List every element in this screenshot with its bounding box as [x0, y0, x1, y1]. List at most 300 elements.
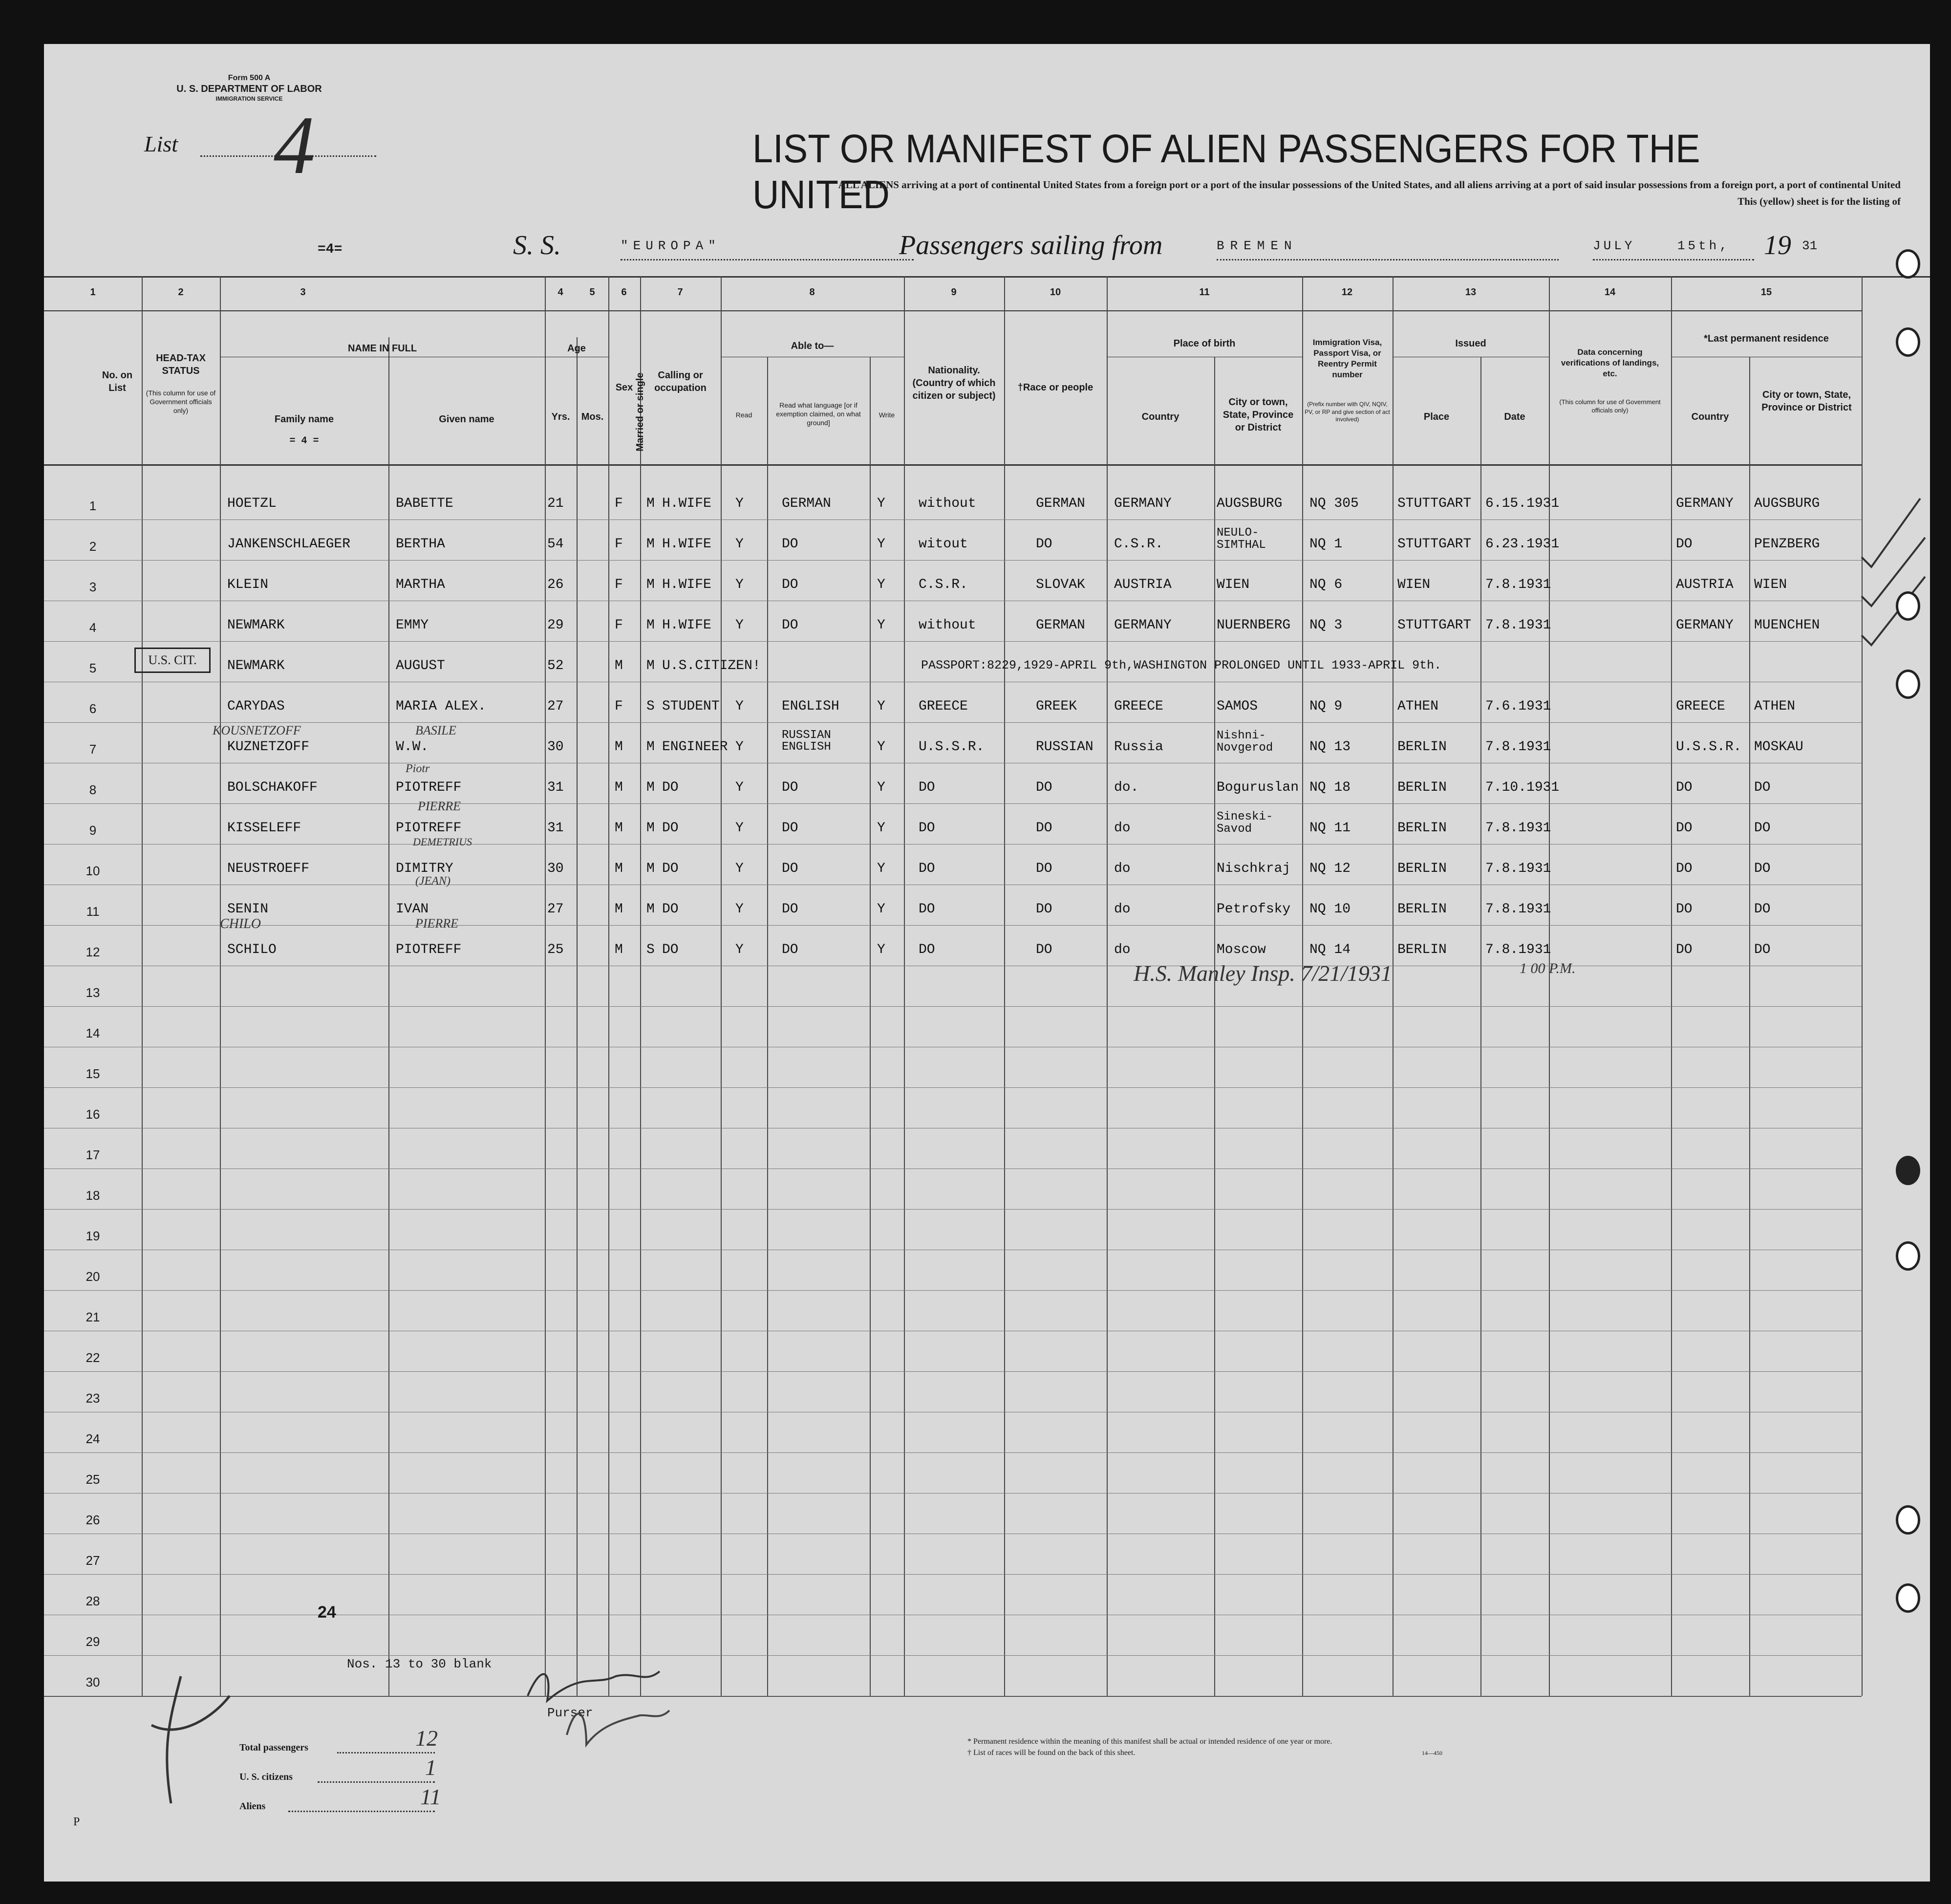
row-occupation: DO: [662, 780, 679, 795]
row-occupation: DO: [662, 861, 679, 876]
row-nationality: without: [919, 496, 976, 511]
row-occupation: DO: [662, 821, 679, 836]
row-number-empty: 14: [86, 1026, 100, 1040]
row-residence-city: ATHEN: [1754, 699, 1796, 714]
row-residence-country: DO: [1676, 902, 1693, 917]
row-nationality: witout: [919, 537, 968, 552]
header-age: Age: [567, 343, 586, 354]
row-birth-country: GREECE: [1114, 699, 1163, 714]
row-number: 2: [89, 539, 97, 554]
margin-scrawl: [142, 1666, 239, 1813]
row-race: GREEK: [1036, 699, 1077, 714]
row-birth-city: NUERNBERG: [1217, 618, 1291, 633]
subtitle-line-2: This (yellow) sheet is for the listing of: [1737, 195, 1901, 207]
row-number-empty: 23: [86, 1391, 100, 1406]
row-number-empty: 24: [86, 1431, 100, 1446]
row-can-read: Y: [735, 537, 744, 552]
row-age-years: 30: [547, 739, 564, 755]
row-race: RUSSIAN: [1036, 739, 1093, 755]
row-family-name: CARYDAS: [227, 699, 285, 714]
row-family-name: NEWMARK: [227, 618, 285, 633]
corner-mark: P: [73, 1816, 80, 1828]
row-issue-place: BERLIN: [1397, 739, 1447, 755]
row-residence-city: WIEN: [1754, 577, 1787, 592]
row-number-empty: 29: [86, 1634, 100, 1649]
row-birth-country: do: [1114, 942, 1131, 957]
col-line: [577, 337, 578, 1696]
footnote-races: † List of races will be found on the back of this sheet.: [967, 1749, 1136, 1757]
row-issue-place: BERLIN: [1397, 780, 1447, 795]
col-line: [904, 276, 905, 1696]
row-sex: F: [615, 618, 623, 633]
year-prefix: 19: [1764, 230, 1791, 260]
row-rule: [44, 803, 1862, 804]
row-sex: M: [615, 902, 623, 917]
row-age-years: 29: [547, 618, 564, 633]
row-birth-city: Petrofsky: [1217, 902, 1291, 917]
header-issued: Issued: [1455, 338, 1486, 349]
row-residence-city: DO: [1754, 902, 1771, 917]
header-issued-place: Place: [1423, 411, 1450, 422]
row-issue-date: 7.10.1931: [1485, 780, 1560, 795]
header-family-marker: = 4 =: [289, 435, 319, 447]
binder-hole: [1896, 249, 1920, 279]
handwritten-jean: (JEAN): [415, 875, 450, 887]
col-line: [388, 337, 389, 1696]
row-given-name: PIOTREFF: [396, 821, 462, 836]
column-number-11: 11: [1199, 287, 1210, 298]
row-issue-place: BERLIN: [1397, 861, 1447, 876]
row-nationality: DO: [919, 902, 935, 917]
departure-port: BREMEN: [1217, 238, 1298, 253]
row-visa-number: NQ 11: [1309, 821, 1351, 836]
header-read: Read: [735, 411, 752, 419]
column-number-rule: [44, 310, 1862, 311]
row-visa-number: NQ 10: [1309, 902, 1351, 917]
row-number: 10: [86, 864, 100, 878]
form-number: Form 500 A: [228, 74, 271, 82]
row-race: GERMAN: [1036, 496, 1085, 511]
row-visa-number: NQ 6: [1309, 577, 1343, 592]
col-line: [142, 276, 143, 1696]
row-issue-date: 6.23.1931: [1485, 537, 1560, 552]
row-residence-city: PENZBERG: [1754, 537, 1820, 552]
row-sex: M: [615, 942, 623, 957]
row-rule: [44, 560, 1862, 561]
binder-hole: [1896, 1505, 1920, 1535]
service-name: IMMIGRATION SERVICE: [215, 95, 283, 102]
row-given-name: DIMITRY: [396, 861, 453, 876]
row-number-empty: 18: [86, 1188, 100, 1203]
row-nationality: DO: [919, 821, 935, 836]
column-number-3: 3: [300, 287, 306, 298]
row-can-write: Y: [877, 739, 885, 755]
ship-name-line: [621, 259, 914, 260]
row-read-language: DO: [782, 861, 798, 876]
row-rule: [44, 1574, 1862, 1575]
row-number-empty: 28: [86, 1594, 100, 1608]
list-label: List: [144, 131, 178, 156]
row-marital-status: M: [646, 861, 655, 876]
row-issue-date: 7.8.1931: [1485, 902, 1551, 917]
row-family-name: KISSELEFF: [227, 821, 301, 836]
row-number-empty: 26: [86, 1513, 100, 1527]
row-marital-status: M: [646, 821, 655, 836]
column-number-8: 8: [809, 287, 815, 298]
col-line: [1480, 357, 1481, 1696]
total-passengers-label: Total passengers: [239, 1742, 308, 1753]
header-issued-date: Date: [1504, 411, 1525, 422]
us-citizens-label: U. S. citizens: [239, 1772, 293, 1782]
row-marital-status: S: [646, 699, 655, 714]
row-marital-status: M: [646, 658, 655, 673]
row-rule: [44, 1087, 1862, 1088]
row-nationality: GREECE: [919, 699, 968, 714]
footnote-residence: * Permanent residence within the meaning of this manifest shall be actual or intended residence of one year or more.: [967, 1737, 1332, 1746]
manifest-sheet: [44, 44, 1930, 1882]
header-bottom-rule: [44, 464, 1862, 466]
col-line: [1004, 276, 1005, 1696]
row-number: 8: [89, 782, 97, 797]
manifest-title: LIST OR MANIFEST OF ALIEN PASSENGERS FOR THE UNITED: [752, 127, 1700, 217]
row-age-years: 25: [547, 942, 564, 957]
row-family-name: SENIN: [227, 902, 269, 917]
row-nationality: U.S.S.R.: [919, 739, 985, 755]
col-line: [1214, 357, 1215, 1696]
row-visa-number: NQ 12: [1309, 861, 1351, 876]
row-rule: [44, 1209, 1862, 1210]
header-verification-note: (This column for use of Government officials only): [1559, 398, 1661, 414]
row-occupation: H.WIFE: [662, 496, 711, 511]
row-visa-number: NQ 305: [1309, 496, 1359, 511]
row-nationality: DO: [919, 780, 935, 795]
purser-signature: [513, 1642, 679, 1759]
row-rule: [44, 1006, 1862, 1007]
row-age-years: 27: [547, 699, 564, 714]
row-race: DO: [1036, 861, 1052, 876]
departure-date: JULY 15th,: [1593, 238, 1730, 253]
binder-hole: [1896, 670, 1920, 699]
row-family-name: SCHILO: [227, 942, 277, 957]
row-issue-place: WIEN: [1397, 577, 1431, 592]
row-marital-status: M: [646, 618, 655, 633]
row-visa-number: NQ 13: [1309, 739, 1351, 755]
row-can-write: Y: [877, 618, 885, 633]
row-age-years: 21: [547, 496, 564, 511]
row-marital-status: M: [646, 577, 655, 592]
date-line: [1593, 259, 1754, 260]
row-residence-country: AUSTRIA: [1676, 577, 1734, 592]
row-read-language: GERMAN: [782, 496, 831, 511]
row-family-name: NEUSTROEFF: [227, 861, 310, 876]
header-place-of-birth: Place of birth: [1173, 338, 1236, 349]
binder-hole: [1896, 327, 1920, 357]
manifest-subtitle: [415, 177, 1901, 210]
header-age-yrs: Yrs.: [551, 411, 570, 422]
row-nationality: DO: [919, 861, 935, 876]
row-family-name: JANKENSCHLAEGER: [227, 537, 351, 552]
aliens-value: 11: [420, 1784, 441, 1809]
header-birth-country: Country: [1141, 411, 1179, 422]
row-can-write: Y: [877, 902, 885, 917]
row-residence-city: MOSKAU: [1754, 739, 1803, 755]
row-sex: M: [615, 861, 623, 876]
row-number: 3: [89, 580, 97, 594]
row-number: 5: [89, 661, 97, 675]
header-visa-note: (Prefix number with QIV, NQIV, PV, or RP and give section of act involved): [1305, 401, 1390, 423]
row-nationality: without: [919, 618, 976, 633]
row-residence-city: MUENCHEN: [1754, 618, 1820, 633]
row-can-read: Y: [735, 496, 744, 511]
header-married: Married or single: [635, 372, 645, 452]
row-rule: [44, 641, 1862, 642]
row-issue-date: 7.8.1931: [1485, 861, 1551, 876]
row-given-name: AUGUST: [396, 658, 445, 673]
row-number-empty: 17: [86, 1147, 100, 1162]
row-read-language: DO: [782, 902, 798, 917]
row-residence-country: GREECE: [1676, 699, 1725, 714]
column-number-9: 9: [951, 287, 957, 298]
margin-checkmarks: [1852, 484, 1930, 660]
row-visa-number: NQ 3: [1309, 618, 1343, 633]
col-line: [870, 357, 871, 1696]
row-birth-city: Sineski-Savod: [1217, 810, 1273, 836]
row-occupation: H.WIFE: [662, 577, 711, 592]
row-given-name: W.W.: [396, 739, 429, 755]
handwritten-piotr: Piotr: [406, 762, 430, 775]
column-number-2: 2: [178, 287, 184, 298]
row-read-language: DO: [782, 942, 798, 957]
column-number-15: 15: [1760, 287, 1772, 298]
form-code: 14—450: [1422, 1750, 1442, 1756]
row-family-name: KUZNETZOFF: [227, 739, 310, 755]
header-race: †Race or people: [1017, 382, 1093, 393]
row-issue-date: 7.8.1931: [1485, 942, 1551, 957]
row-residence-city: AUGSBURG: [1754, 496, 1820, 511]
header-top-rule: [44, 276, 1930, 278]
inspection-time: 1 00 P.M.: [1520, 960, 1576, 976]
row-issue-place: ATHEN: [1397, 699, 1439, 714]
row-rule: [44, 1452, 1862, 1453]
col-line: [721, 276, 722, 1696]
row-birth-city: AUGSBURG: [1217, 496, 1283, 511]
row-sex: F: [615, 699, 623, 714]
row-race: DO: [1036, 821, 1052, 836]
aliens-dots: [288, 1811, 435, 1812]
row-given-name: MARIA ALEX.: [396, 699, 486, 714]
row-issue-date: 7.8.1931: [1485, 577, 1551, 592]
row-family-name: BOLSCHAKOFF: [227, 780, 318, 795]
col-line: [767, 357, 768, 1696]
col-line: [640, 276, 641, 1696]
row-issue-date: 7.8.1931: [1485, 821, 1551, 836]
row-age-years: 26: [547, 577, 564, 592]
row-issue-place: STUTTGART: [1397, 618, 1472, 633]
header-residence-country: Country: [1691, 411, 1729, 422]
handwritten-basile: BASILE: [415, 723, 456, 737]
row-sex: M: [615, 658, 623, 673]
row-can-write: Y: [877, 496, 885, 511]
row-given-name: IVAN: [396, 902, 429, 917]
row-rule: [44, 722, 1862, 723]
row-can-read: Y: [735, 821, 744, 836]
row-number: 9: [89, 823, 97, 838]
row-birth-city: WIEN: [1217, 577, 1250, 592]
row-birth-country: AUSTRIA: [1114, 577, 1172, 592]
row-visa-number: NQ 14: [1309, 942, 1351, 957]
department-name: U. S. DEPARTMENT OF LABOR: [176, 84, 322, 94]
row-can-write: Y: [877, 780, 885, 795]
row-rule: [44, 1290, 1862, 1291]
ship-marker: =4=: [318, 242, 343, 257]
row-read-language: DO: [782, 537, 798, 552]
row-age-years: 31: [547, 821, 564, 836]
total-passengers-value: 12: [415, 1726, 438, 1751]
row-birth-country: do.: [1114, 780, 1139, 795]
handwritten-pierre: PIERRE: [418, 799, 461, 813]
aliens-label: Aliens: [239, 1801, 266, 1812]
row-number-empty: 21: [86, 1310, 100, 1324]
ship-name: "EUROPA": [621, 238, 721, 253]
row-sex: F: [615, 537, 623, 552]
col-line: [545, 276, 546, 1696]
row-residence-country: GERMANY: [1676, 618, 1734, 633]
row-age-years: 52: [547, 658, 564, 673]
row-marital-status: S: [646, 942, 655, 957]
header-sex: Sex: [615, 382, 633, 393]
row-residence-country: DO: [1676, 821, 1693, 836]
row-can-read: Y: [735, 577, 744, 592]
row-family-name: KLEIN: [227, 577, 269, 592]
row-can-read: Y: [735, 780, 744, 795]
header-write: Write: [879, 411, 895, 419]
row-marital-status: M: [646, 739, 655, 755]
header-no-on-list: No. on List: [102, 370, 133, 393]
row-visa-number: NQ 9: [1309, 699, 1343, 714]
row-number: 1: [89, 498, 97, 513]
row-occupation: H.WIFE: [662, 537, 711, 552]
row-birth-country: Russia: [1114, 739, 1163, 755]
row-nationality: PASSPORT:8229,1929-APRIL 9th,WASHINGTON PROLONGED UNTIL 1933-APRIL 9th.: [921, 658, 1442, 672]
binder-hole: [1896, 1156, 1920, 1185]
col-line: [1393, 276, 1394, 1696]
row-number-empty: 15: [86, 1066, 100, 1081]
header-last-residence: *Last permanent residence: [1704, 333, 1829, 344]
header-calling: Calling or occupation: [654, 370, 707, 393]
row-read-language: ENGLISH: [782, 699, 839, 714]
header-residence-city: City or town, State, Province or District: [1761, 389, 1852, 413]
header-read-language: Read what language [or if exemption claimed, on what ground]: [776, 401, 861, 427]
binder-hole: [1896, 591, 1920, 621]
row-rule: [44, 925, 1862, 926]
col-line: [1671, 276, 1672, 1696]
row-number-empty: 25: [86, 1472, 100, 1487]
handwritten-chilo: CHILO: [220, 916, 261, 931]
row-issue-date: 6.15.1931: [1485, 496, 1560, 511]
row-can-read: Y: [735, 699, 744, 714]
row-age-years: 31: [547, 780, 564, 795]
row-issue-place: STUTTGART: [1397, 537, 1472, 552]
row-issue-place: STUTTGART: [1397, 496, 1472, 511]
row-number-empty: 19: [86, 1229, 100, 1243]
row-number-empty: 16: [86, 1107, 100, 1122]
header-visa: Immigration Visa, Passport Visa, or Reentry Permit number: [1312, 338, 1382, 380]
column-number-12: 12: [1341, 287, 1353, 298]
column-number-5: 5: [589, 287, 595, 298]
row-residence-city: DO: [1754, 821, 1771, 836]
subtitle-line-1: ALL ALIENS arriving at a port of continental United States from a foreign port or a port of the insular possessions of the United States, and all aliens arriving at a port of said insular possessions from a foreign port, a port of continental United: [838, 179, 1901, 191]
row-read-language: DO: [782, 618, 798, 633]
row-number: 11: [86, 904, 100, 919]
row-marital-status: M: [646, 537, 655, 552]
row-sex: F: [615, 577, 623, 592]
port-line: [1217, 259, 1559, 260]
header-given-name: Given name: [439, 414, 494, 425]
handwritten-kousnetzoff: KOUSNETZOFF: [213, 723, 301, 737]
row-occupation: STUDENT: [662, 699, 720, 714]
row-birth-city: Nishni-Novgerod: [1217, 729, 1273, 755]
row-birth-city: Nischkraj: [1217, 861, 1291, 876]
row-given-name: EMMY: [396, 618, 429, 633]
written-count: 24: [318, 1603, 336, 1622]
row-race: DO: [1036, 942, 1052, 957]
row-number-empty: 30: [86, 1675, 100, 1689]
header-head-tax: HEAD-TAX STATUS: [156, 353, 206, 376]
row-can-write: Y: [877, 699, 885, 714]
row-issue-place: BERLIN: [1397, 821, 1447, 836]
header-age-mos: Mos.: [581, 411, 604, 422]
total-dots: [337, 1752, 435, 1753]
header-able-to: Able to—: [791, 341, 834, 351]
row-birth-city: Moscow: [1217, 942, 1266, 957]
col-line: [1749, 357, 1750, 1696]
row-marital-status: M: [646, 780, 655, 795]
col-line: [220, 276, 221, 1696]
column-number-13: 13: [1465, 287, 1477, 298]
row-occupation: DO: [662, 942, 679, 957]
row-can-write: Y: [877, 861, 885, 876]
row-race: SLOVAK: [1036, 577, 1085, 592]
row-can-write: Y: [877, 942, 885, 957]
row-given-name: PIOTREFF: [396, 780, 462, 795]
header-head-tax-note: (This column for use of Government officials only): [146, 389, 216, 415]
row-residence-country: GERMANY: [1676, 496, 1734, 511]
row-residence-country: DO: [1676, 861, 1693, 876]
row-race: DO: [1036, 780, 1052, 795]
row-given-name: BABETTE: [396, 496, 453, 511]
col-line: [608, 276, 609, 1696]
row-birth-country: C.S.R.: [1114, 537, 1163, 552]
citizens-dots: [318, 1781, 435, 1783]
row-can-read: Y: [735, 902, 744, 917]
blank-rows-note: Nos. 13 to 30 blank: [347, 1657, 492, 1671]
row-rule: [44, 1371, 1862, 1372]
header-family-name: Family name: [274, 414, 334, 425]
column-number-10: 10: [1050, 287, 1061, 298]
row-birth-country: GERMANY: [1114, 496, 1172, 511]
handwritten-demetrius: DEMETRIUS: [413, 836, 472, 848]
row-visa-number: NQ 18: [1309, 780, 1351, 795]
row-number-empty: 27: [86, 1553, 100, 1568]
row-birth-city: Boguruslan: [1217, 780, 1299, 795]
header-name-in-full: NAME IN FULL: [347, 343, 417, 354]
row-birth-country: do: [1114, 861, 1131, 876]
col-line: [1107, 276, 1108, 1696]
row-can-write: Y: [877, 821, 885, 836]
row-issue-date: 7.8.1931: [1485, 739, 1551, 755]
col-line: [1549, 276, 1550, 1696]
row-family-name: NEWMARK: [227, 658, 285, 673]
